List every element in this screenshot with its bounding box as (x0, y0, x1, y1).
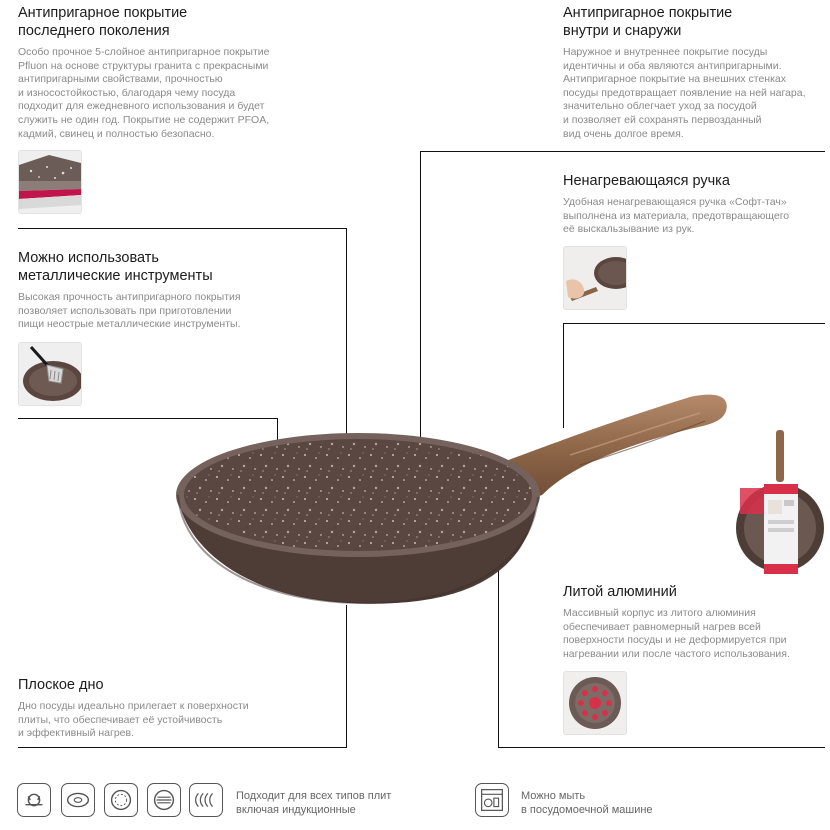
feature-description: Удобная ненагревающаяся ручка «Софт-тач» выполнена из материала, предотвращающего её выскальзывание из рук. (563, 196, 790, 236)
induction-icon (189, 783, 223, 817)
feature-title: Литой алюминий (563, 584, 677, 600)
callout-line (18, 747, 347, 748)
feature-description: Массивный корпус из литого алюминия обеспечивает равномерный нагрев всей поверхности посуды и не деформируется при нагревании или после частого использования. (563, 607, 790, 660)
feature-description: Особо прочное 5-слойное антипригарное покрытие Pfluon на основе структуры гранита с прекрасными антипригарными свойствами, прочностью и износостойкостью, благодаря чему посуда подходит для ежедневного использования и будет служить не один год. Покрытие не содержит PFOA, кадмий, свинец и полностью безопасно. (18, 46, 270, 140)
callout-line (420, 151, 825, 152)
dishwasher-text: Можно мыть в посудомоечной машине (521, 790, 653, 816)
feature-metal-utensils (18, 249, 308, 332)
packaged-pan-image (732, 428, 826, 578)
metal-spatula-icon (18, 342, 82, 406)
callout-line (563, 323, 825, 324)
feature-flat-bottom (18, 676, 308, 741)
gas-stove-icon (17, 783, 51, 817)
callout-line (346, 605, 347, 747)
feature-description: Наружное и внутреннее покрытие посуды идентичны и оба являются антипригарными. Антипригарное покрытие на внешних стенках посуды предотвращает появление на ней нагара, значительно облегчает уход за посудой и позволяет ей сохранять первозданный вид очень долгое время. (563, 46, 806, 140)
feature-description: Высокая прочность антипригарного покрытия позволяет использовать при приготовлении пищи неострые металлические инструменты. (18, 291, 241, 331)
hand-holding-handle-icon (563, 246, 627, 310)
coating-layers-icon (18, 150, 82, 214)
feature-title: Ненагревающаяся ручка (563, 173, 730, 189)
feature-title: Можно использовать металлические инструменты (18, 250, 213, 284)
callout-line (498, 747, 825, 748)
feature-cool-handle (563, 172, 823, 237)
callout-line (18, 228, 347, 229)
feature-coating-inside-outside (563, 4, 823, 141)
glass-ceramic-icon (104, 783, 138, 817)
feature-description: Дно посуды идеально прилегает к поверхности плиты, что обеспечивает её устойчивость и эффективный нагрев. (18, 700, 249, 740)
halogen-stove-icon (147, 783, 181, 817)
dishwasher-icon (475, 783, 509, 817)
feature-title: Антипригарное покрытие последнего поколения (18, 5, 188, 39)
electric-stove-icon (61, 783, 95, 817)
feature-coating-latest (18, 4, 308, 141)
stove-compatibility-text: Подходит для всех типов плит включая индукционные (236, 790, 392, 816)
feature-title: Плоское дно (18, 677, 104, 693)
feature-title: Антипригарное покрытие внутри и снаружи (563, 5, 733, 39)
frying-pan-image (170, 385, 735, 620)
even-heating-icon (563, 671, 627, 735)
